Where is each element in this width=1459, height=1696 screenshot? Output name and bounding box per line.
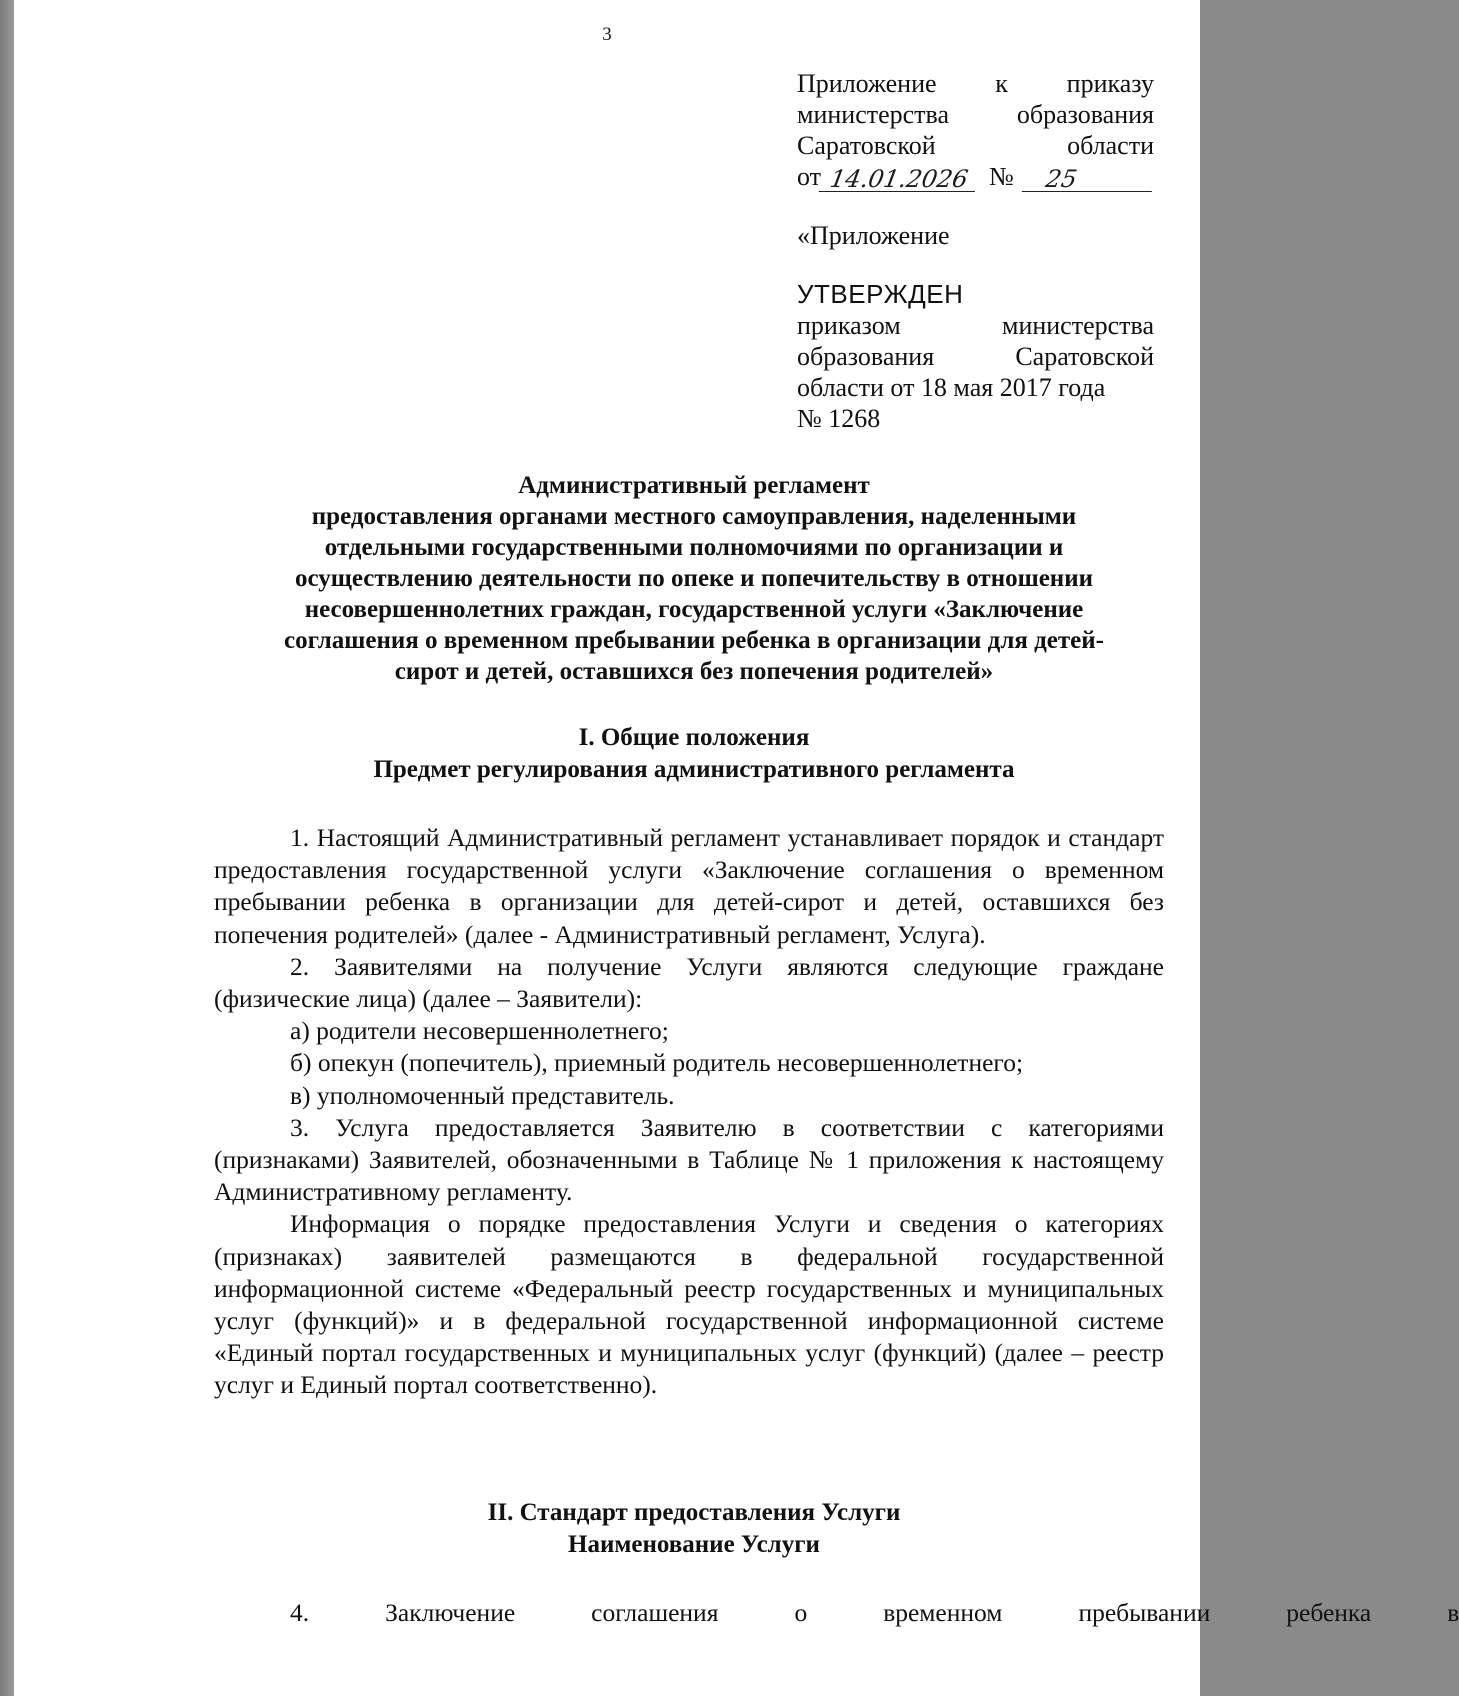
word: 4. — [290, 1598, 310, 1627]
word: в — [1447, 1598, 1459, 1627]
title-line: соглашения о временном пребывании ребенка в организации для детей- — [284, 627, 1104, 654]
section-subtitle: Предмет регулирования административного регламента — [373, 756, 1015, 783]
appendix-word: образования — [1016, 100, 1154, 129]
title-line: предоставления органами местного самоуправления, наделенными — [311, 503, 1077, 530]
approved-word: приказом — [797, 311, 901, 340]
quote-appendix-label: «Приложение — [797, 221, 950, 250]
appendix-line — [797, 68, 1154, 99]
appendix-line — [797, 99, 1154, 130]
word: пребывании — [1078, 1598, 1211, 1627]
paragraph-2: 2. Заявителями на получение Услуги являются следующие граждане (физические лица) (далее – Заявители): — [214, 951, 1164, 1014]
date-prefix: от — [797, 162, 822, 191]
appendix-word: к — [995, 69, 1008, 98]
appendix-word: министерства — [797, 100, 950, 129]
word: ребенка — [1286, 1598, 1372, 1627]
handwritten-number: 25 — [1022, 167, 1157, 192]
appendix-word: Саратовской — [797, 131, 936, 160]
word: о — [794, 1598, 808, 1627]
document-title — [204, 470, 1184, 687]
spacer — [797, 192, 1154, 220]
handwritten-date: 14.01.2026 — [819, 167, 979, 192]
title-line: отдельными государственными полномочиями по организации и — [324, 534, 1064, 561]
list-item: б) опекун (попечитель), приемный родитель несовершеннолетнего; — [290, 1048, 1024, 1078]
document-page — [14, 0, 1459, 1696]
approved-line: № 1268 — [797, 404, 881, 433]
appendix-line — [797, 130, 1154, 161]
section-title: II. Стандарт предоставления Услуги — [487, 1499, 901, 1526]
section-title: I. Общие положения — [578, 724, 810, 751]
body-text — [214, 822, 1164, 1402]
paragraph-1: 1. Настоящий Административный регламент устанавливает порядок и стандарт предоставления государственной услуги «Заключение соглашения о временном пребывании ребенка в организации для детей-сирот и детей, оставшихся без попечения родителей» (далее - Административный регламент, Услуга). — [214, 823, 1164, 949]
section-2-heading — [204, 1497, 1184, 1561]
approved-word: министерства — [1001, 311, 1154, 340]
paragraph-3: 3. Услуга предоставляется Заявителю в соответствии с категориями (признаками) Заявителей, обозначенными в Таблице № 1 приложения к настоящему Административному регламенту. — [214, 1112, 1164, 1207]
approved-word: Саратовской — [1015, 342, 1154, 371]
appendix-word: приказу — [1066, 69, 1154, 98]
title-line: сирот и детей, оставшихся без попечения родителей» — [394, 658, 994, 685]
title-line: несовершеннолетних граждан, государственной услуги «Заключение — [304, 596, 1084, 623]
list-item: в) уполномоченный представитель. — [290, 1080, 675, 1110]
approved-word: образования — [797, 342, 935, 371]
paragraph-4-start — [214, 1597, 1459, 1629]
page-number: 3 — [602, 24, 612, 45]
approved-line — [797, 341, 1154, 372]
appendix-block — [797, 68, 1154, 434]
section-1-heading — [204, 722, 1184, 786]
order-date-number-line — [797, 161, 1154, 192]
word: соглашения — [591, 1598, 719, 1627]
title-line: Административный регламент — [518, 472, 870, 499]
word: Заключение — [385, 1598, 516, 1627]
page-edge-shadow — [0, 0, 14, 1696]
section-subtitle: Наименование Услуги — [568, 1531, 820, 1558]
appendix-word: области — [1067, 131, 1154, 160]
paragraph-info: Информация о порядке предоставления Услуги и сведения о категориях (признаках) заявителей размещаются в федеральной государственной информационной системе «Федеральный реестр государственных и муниципальных услуг (функций)» и в федеральной государственной информационной системе «Единый портал государственных и муниципальных услуг (функций) (далее – реестр услуг и Единый портал соответственно). — [214, 1209, 1164, 1400]
word: временном — [883, 1598, 1003, 1627]
approved-line: области от 18 мая 2017 года — [797, 373, 1106, 402]
title-line: осуществлению деятельности по опеке и попечительству в отношении — [294, 565, 1094, 592]
paragraph-4-line — [214, 1597, 1459, 1629]
approved-heading: УТВЕРЖДЕН — [797, 279, 964, 309]
appendix-word: Приложение — [797, 69, 937, 98]
list-item: а) родители несовершеннолетнего; — [290, 1016, 669, 1046]
spacer — [797, 251, 1154, 279]
number-sign: № — [988, 162, 1014, 191]
approved-line — [797, 310, 1154, 341]
